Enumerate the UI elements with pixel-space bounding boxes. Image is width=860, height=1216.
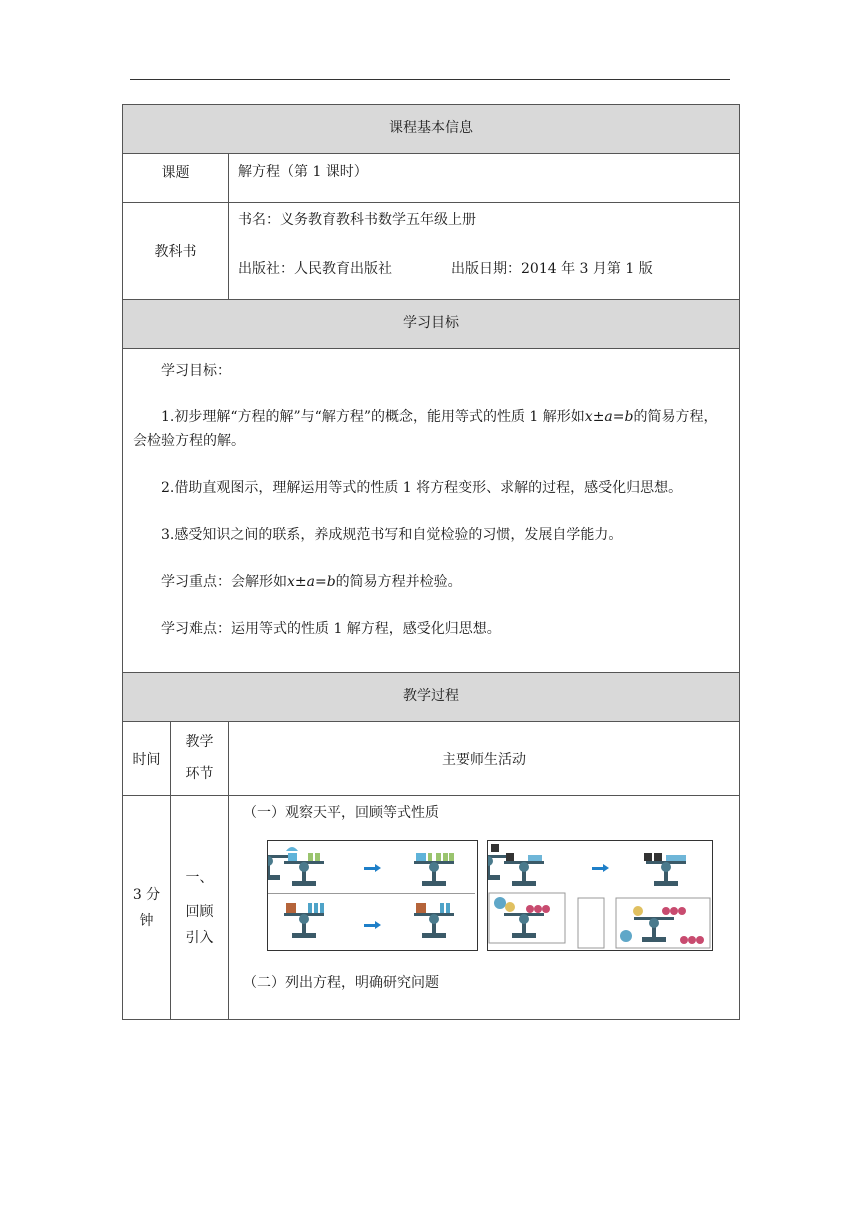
stage-header: 教学 环节 <box>171 722 229 796</box>
arrow-right-icon <box>592 867 604 870</box>
goal-item-2: 2.借助直观图示，理解运用等式的性质 1 将方程变形、求解的过程，感受化归思想。 <box>161 480 683 496</box>
balance-figure <box>267 840 711 952</box>
row1-time: 3 分 钟 <box>123 796 171 1020</box>
equation-form: x±a=b <box>584 409 634 425</box>
section-title: 学习目标 <box>403 315 459 331</box>
arrow-right-icon <box>364 924 376 927</box>
textbook-label: 教科书 <box>154 244 197 260</box>
step-2: （二）列出方程，明确研究问题 <box>243 975 439 991</box>
difficulty-point: 学习难点：运用等式的性质 1 解方程，感受化归思想。 <box>161 621 501 637</box>
balance-panel-right <box>487 840 713 951</box>
key-point: 学习重点：会解形如x±a=b的简易方程并检验。 <box>161 574 462 590</box>
topic-value: 解方程（第 1 课时） <box>238 164 368 180</box>
row1-stage: 一、 回顾 引入 <box>171 796 229 1020</box>
section-title: 教学过程 <box>403 688 459 704</box>
publication-date: 出版日期：2014 年 3 月第 1 版 <box>451 261 653 277</box>
time-header: 时间 <box>123 722 171 796</box>
balance-scale-icon <box>268 841 477 950</box>
goals-cell <box>123 349 740 673</box>
topic-value-cell <box>229 154 740 203</box>
goals-heading: 学习目标： <box>161 363 231 379</box>
section-process-header <box>123 673 740 722</box>
balance-panel-left <box>267 840 478 951</box>
section-title: 课程基本信息 <box>389 120 473 136</box>
book-name: 书名：义务教育教科书数学五年级上册 <box>238 212 476 228</box>
header-rule <box>130 79 730 80</box>
activity-header: 主要师生活动 <box>229 722 740 796</box>
topic-label-cell <box>123 154 229 203</box>
arrow-right-icon <box>364 867 376 870</box>
publisher: 出版社：人民教育出版社 <box>238 261 392 277</box>
section-goals-header <box>123 300 740 349</box>
goal-item-3: 3.感受知识之间的联系，养成规范书写和自觉检验的习惯，发展自学能力。 <box>161 527 623 543</box>
goal-item-1: 1.初步理解“方程的解”与“解方程”的概念，能用等式的性质 1 解形如x±a=b的简易方程，会检验方程的解。 <box>133 409 718 449</box>
section-basic-info-header <box>123 105 740 154</box>
equation-form: x±a=b <box>287 574 336 590</box>
textbook-info-cell <box>229 203 740 300</box>
lesson-table <box>122 104 740 1020</box>
topic-label: 课题 <box>161 165 190 181</box>
step-1: （一）观察天平，回顾等式性质 <box>243 805 439 821</box>
row1-activity <box>229 796 740 1020</box>
balance-scale-icon <box>488 841 712 950</box>
textbook-label-cell <box>123 203 229 300</box>
lesson-document <box>122 104 739 1020</box>
